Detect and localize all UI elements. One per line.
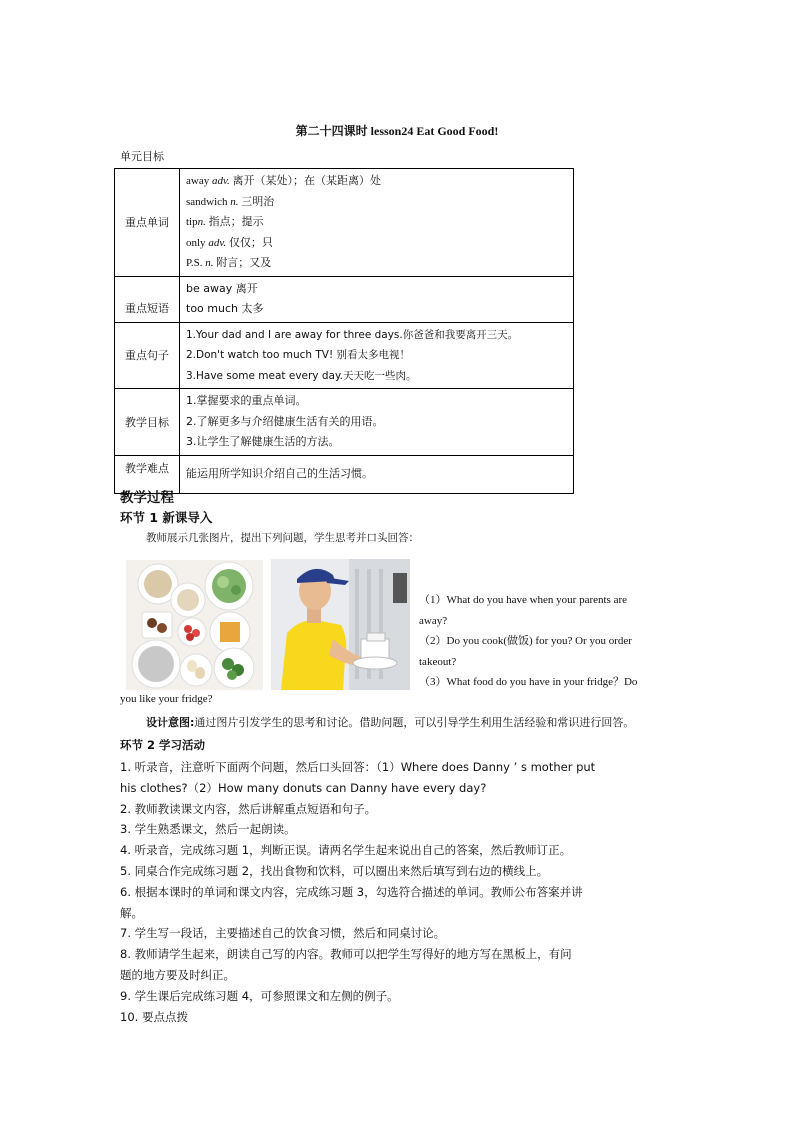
step-line: 解。 [120,905,143,920]
question-continued: you like your fridge? [120,693,213,705]
phrase-item: too much 太多 [186,302,264,315]
goal-item: 2.了解更多与介绍健康生活有关的用语。 [186,414,384,428]
word-item: tipn. 指点；提示 [186,216,264,228]
section1-intro: 教师展示几张图片，提出下列问题，学生思考并口头回答： [146,532,419,544]
process-heading: 教学过程 [120,490,174,506]
step-line: 1. 听录音，注意听下面两个问题，然后口头回答：（1）Where does Danny ’ s mother put [120,760,596,774]
goal-item: 3.让学生了解健康生活的方法。 [186,435,340,448]
step-line: 8. 教师请学生起来，朗读自己写的内容。教师可以把学生写得好的地方写在黑板上，有问 [120,947,572,962]
sentence-item: 2.Don't watch too much TV! 别看太多电视！ [186,349,411,361]
table-row-words [115,169,574,277]
difficulty-text: 能运用所学知识介绍自己的生活习惯。 [186,466,373,480]
sentences-label: 重点句子 [115,322,180,389]
sentence-item: 1.Your dad and I are away for three days.你爸爸和我要离开三天。 [186,328,519,341]
design-intent [146,714,634,730]
design-intent-label: 设计意图: [146,716,195,729]
word-item: P.S. n. 附言；又及 [186,257,272,269]
table-row-sentences [115,322,574,389]
step-line: 题的地方要及时纠正。 [120,967,235,982]
sentence-item: 3.Have some meat every day.天天吃一些肉。 [186,369,417,382]
step-line: 10. 要点点拨 [120,1009,188,1024]
table-row-phrases [115,276,574,322]
word-item: only adv. 仅仅；只 [186,236,273,249]
difficulty-label: 教学难点 [115,455,180,493]
words-label: 重点单词 [115,169,180,277]
step-line: 7. 学生写一段话，主要描述自己的饮食习惯，然后和同桌讨论。 [120,926,446,941]
delivery-man-photo [271,559,410,690]
word-item: away adv. 离开（某处）；在（某距离）处 [186,175,382,187]
step-line: 5. 同桌合作完成练习题 2，找出食物和饮料，可以圈出来然后填写到右边的横线上。 [120,863,549,878]
question-line: （1）What do you have when your parents are [419,594,628,606]
difficulty-content [180,455,574,493]
goals-content [180,389,574,456]
section1-heading: 环节 1 新课导入 [120,510,213,525]
food-photo [126,560,263,690]
lesson-title: 第二十四课时 lesson24 Eat Good Food! [295,124,499,138]
table-row-goals [115,389,574,456]
section2-heading: 环节 2 学习活动 [120,738,206,752]
intro-questions [419,590,679,693]
goals-label: 教学目标 [115,389,180,456]
word-item: sandwich n. 三明治 [186,195,275,208]
objectives-table [114,168,574,494]
question-line: （2）Do you cook(做饭) for you? Or you order [419,635,632,647]
table-row-difficulty [115,455,574,493]
step-line: 2. 教师教读课文内容，然后讲解重点短语和句子。 [120,801,377,816]
words-content [180,169,574,277]
step-line: his clothes?（2）How many donuts can Danny have every day? [120,780,487,795]
question-line: away? [419,614,448,627]
goal-item: 1.掌握要求的重点单词。 [186,394,307,407]
step-line: 3. 学生熟悉课文，然后一起朗读。 [120,822,296,837]
question-line: takeout? [419,655,457,668]
step-line: 6. 根据本课时的单词和课文内容，完成练习题 3，勾选符合描述的单词。教师公布答案并讲 [120,884,583,899]
step-line: 4. 听录音，完成练习题 1，判断正误。请两名学生起来说出自己的答案，然后教师订正。 [120,843,572,858]
phrase-item: be away 离开 [186,281,258,295]
phrases-label: 重点短语 [115,276,180,322]
question-line: （3）What food do you have in your fridge？Do [419,676,638,688]
step-line: 9. 学生课后完成练习题 4，可参照课文和左侧的例子。 [120,988,399,1003]
design-intent-text: 通过图片引发学生的思考和讨论。借助问题，可以引导学生利用生活经验和常识进行回答。 [194,716,635,729]
unit-goal-label: 单元目标 [120,150,164,163]
phrases-content [180,276,574,322]
activity-steps [120,757,680,1027]
sentences-content [180,322,574,389]
